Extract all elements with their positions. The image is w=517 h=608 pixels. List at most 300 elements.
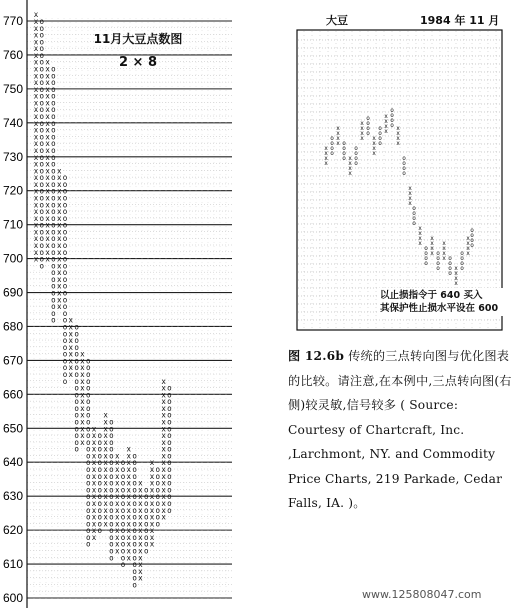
x-mark: x — [114, 458, 120, 468]
x-mark: x — [91, 492, 97, 502]
x-mark: x — [149, 458, 155, 468]
o-mark: o — [85, 485, 91, 495]
x-mark: x — [138, 539, 143, 549]
y-tick-label: 680 — [3, 319, 24, 334]
o-mark: o — [132, 505, 137, 515]
x-mark: x — [56, 193, 62, 203]
right-chart-annotation — [378, 288, 508, 316]
o-mark: o — [51, 288, 56, 298]
right-x-mark: x — [418, 225, 422, 232]
right-o-mark: o — [448, 265, 452, 272]
o-mark: o — [51, 302, 56, 312]
o-mark: o — [167, 505, 172, 515]
x-mark: x — [149, 519, 155, 529]
o-mark: o — [167, 451, 172, 461]
right-o-mark: o — [342, 145, 346, 152]
x-mark: x — [33, 10, 39, 20]
x-mark: x — [33, 118, 39, 128]
o-mark: o — [74, 376, 79, 386]
x-mark: x — [45, 241, 50, 251]
o-mark: o — [62, 213, 68, 223]
x-mark: x — [56, 268, 62, 278]
o-mark: o — [39, 57, 45, 67]
right-o-mark: o — [378, 140, 382, 147]
o-mark: o — [39, 17, 45, 26]
x-mark: x — [80, 403, 85, 413]
x-mark: x — [126, 451, 132, 461]
o-mark: o — [74, 336, 79, 346]
o-mark: o — [120, 465, 126, 475]
o-mark: o — [51, 78, 56, 88]
x-mark: x — [91, 458, 97, 468]
right-x-mark: x — [372, 135, 376, 142]
o-mark: o — [74, 322, 79, 332]
x-mark: x — [91, 478, 97, 488]
right-o-mark: o — [390, 112, 394, 119]
o-mark: o — [39, 84, 45, 94]
x-mark: x — [33, 173, 39, 183]
right-o-mark: o — [330, 145, 334, 152]
right-chart-frame — [297, 30, 502, 330]
right-o-mark: o — [424, 260, 428, 267]
x-mark: x — [114, 478, 120, 488]
x-mark: x — [91, 505, 97, 515]
o-mark: o — [120, 485, 126, 495]
x-mark: x — [80, 397, 85, 407]
o-mark: o — [155, 471, 161, 481]
x-mark: x — [33, 98, 39, 108]
o-mark: o — [51, 274, 56, 284]
o-mark: o — [155, 519, 161, 529]
x-mark: x — [33, 159, 39, 169]
x-mark: x — [91, 451, 97, 461]
y-tick-label: 690 — [3, 285, 24, 300]
o-mark: o — [85, 539, 91, 549]
x-mark: x — [56, 200, 62, 210]
o-mark: o — [51, 64, 56, 74]
left-chart-subtitle: 2 × 8 — [118, 55, 158, 70]
o-mark: o — [39, 207, 45, 217]
x-mark: x — [33, 78, 39, 88]
right-chart-title: 大豆 — [326, 14, 348, 27]
o-mark: o — [51, 268, 56, 278]
x-mark: x — [126, 492, 132, 502]
o-mark: o — [120, 471, 126, 481]
x-mark: x — [126, 505, 132, 515]
o-mark: o — [39, 159, 45, 169]
x-mark: x — [45, 118, 50, 128]
o-mark: o — [85, 437, 91, 447]
x-mark: x — [138, 485, 143, 495]
o-mark: o — [62, 254, 68, 264]
x-mark: x — [91, 437, 97, 447]
left-chart-marks — [34, 10, 172, 589]
x-mark: x — [80, 424, 85, 434]
right-x-mark: x — [408, 190, 412, 197]
o-mark: o — [143, 546, 149, 556]
y-tick-label: 760 — [3, 47, 24, 62]
x-mark: x — [33, 57, 39, 67]
x-mark: x — [68, 342, 74, 352]
x-mark: x — [56, 213, 62, 223]
y-tick-label: 670 — [3, 353, 24, 368]
right-o-mark: o — [470, 237, 474, 244]
right-o-mark: o — [354, 145, 358, 152]
x-mark: x — [138, 512, 143, 522]
o-mark: o — [167, 424, 172, 434]
o-mark: o — [62, 369, 68, 379]
right-x-mark: x — [442, 250, 446, 257]
o-mark: o — [109, 417, 114, 427]
right-x-mark: x — [384, 128, 388, 135]
o-mark: o — [132, 580, 137, 590]
x-mark: x — [33, 220, 39, 230]
x-mark: x — [45, 254, 50, 264]
x-mark: x — [80, 376, 85, 386]
x-mark: x — [103, 465, 108, 475]
x-mark: x — [103, 471, 108, 481]
x-mark: x — [80, 383, 85, 393]
o-mark: o — [97, 498, 103, 508]
x-mark: x — [161, 410, 166, 420]
x-mark: x — [149, 539, 155, 549]
o-mark: o — [39, 23, 45, 33]
x-mark: x — [68, 369, 74, 379]
o-mark: o — [85, 526, 91, 536]
y-tick-label: 700 — [3, 251, 24, 266]
x-mark: x — [33, 71, 39, 81]
x-mark: x — [33, 234, 39, 244]
o-mark: o — [51, 315, 56, 325]
x-mark: x — [56, 241, 62, 251]
o-mark: o — [167, 437, 172, 447]
x-mark: x — [33, 91, 39, 101]
x-mark: x — [149, 478, 155, 488]
o-mark: o — [51, 166, 56, 176]
o-mark: o — [132, 546, 137, 556]
o-mark: o — [97, 458, 103, 468]
x-mark: x — [33, 23, 39, 33]
x-mark: x — [45, 78, 50, 88]
o-mark: o — [109, 492, 114, 502]
x-mark: x — [45, 84, 50, 94]
right-x-mark: x — [348, 155, 352, 162]
o-mark: o — [62, 186, 68, 196]
x-mark: x — [114, 526, 120, 536]
right-x-mark: x — [384, 113, 388, 120]
x-mark: x — [56, 302, 62, 312]
x-mark: x — [161, 383, 166, 393]
x-mark: x — [103, 424, 108, 434]
o-mark: o — [85, 369, 91, 379]
o-mark: o — [51, 213, 56, 223]
o-mark: o — [85, 512, 91, 522]
x-mark: x — [45, 139, 50, 149]
o-mark: o — [51, 234, 56, 244]
o-mark: o — [62, 349, 68, 359]
o-mark: o — [74, 383, 79, 393]
o-mark: o — [74, 437, 79, 447]
x-mark: x — [103, 444, 108, 454]
x-mark: x — [45, 179, 50, 189]
right-o-mark: o — [354, 155, 358, 162]
o-mark: o — [85, 451, 91, 461]
o-mark: o — [132, 573, 137, 583]
right-x-mark: x — [324, 155, 328, 162]
o-mark: o — [39, 98, 45, 108]
o-mark: o — [120, 526, 126, 536]
right-x-mark: x — [466, 250, 470, 257]
right-x-mark: x — [442, 245, 446, 252]
x-mark: x — [33, 17, 39, 26]
x-mark: x — [103, 478, 108, 488]
o-mark: o — [51, 247, 56, 257]
o-mark: o — [51, 295, 56, 305]
right-x-mark: x — [442, 240, 446, 247]
right-x-mark: x — [396, 130, 400, 137]
x-mark: x — [68, 349, 74, 359]
right-x-mark: x — [454, 275, 458, 282]
x-mark: x — [45, 193, 50, 203]
x-mark: x — [114, 546, 120, 556]
o-mark: o — [155, 492, 161, 502]
right-x-mark: x — [384, 118, 388, 125]
right-o-mark: o — [366, 125, 370, 132]
o-mark: o — [97, 492, 103, 502]
right-x-mark: x — [408, 185, 412, 192]
right-x-mark: x — [430, 245, 434, 252]
o-mark: o — [74, 417, 79, 427]
right-o-mark: o — [366, 115, 370, 122]
o-mark: o — [62, 179, 68, 189]
right-chart-subtitle: 1984 年 11 月 — [420, 14, 500, 27]
x-mark: x — [138, 478, 143, 488]
o-mark: o — [109, 519, 114, 529]
right-o-mark: o — [436, 260, 440, 267]
x-mark: x — [149, 532, 155, 542]
right-o-mark: o — [342, 155, 346, 162]
o-mark: o — [39, 254, 45, 264]
o-mark: o — [62, 268, 68, 278]
o-mark: o — [74, 403, 79, 413]
o-mark: o — [39, 105, 45, 115]
o-mark: o — [120, 458, 126, 468]
x-mark: x — [161, 397, 166, 407]
right-o-mark: o — [460, 265, 464, 272]
x-mark: x — [45, 64, 50, 74]
right-o-mark: o — [378, 130, 382, 137]
o-mark: o — [85, 410, 91, 420]
o-mark: o — [62, 363, 68, 373]
o-mark: o — [51, 98, 56, 108]
o-mark: o — [85, 403, 91, 413]
x-mark: x — [33, 186, 39, 196]
x-mark: x — [80, 363, 85, 373]
o-mark: o — [74, 410, 79, 420]
o-mark: o — [62, 342, 68, 352]
o-mark: o — [39, 30, 45, 40]
right-x-mark: x — [372, 145, 376, 152]
o-mark: o — [109, 505, 114, 515]
o-mark: o — [120, 492, 126, 502]
x-mark: x — [33, 105, 39, 115]
right-o-mark: o — [330, 140, 334, 147]
o-mark: o — [39, 186, 45, 196]
y-tick-label: 750 — [3, 81, 24, 96]
o-mark: o — [62, 274, 68, 284]
o-mark: o — [85, 424, 91, 434]
right-o-mark: o — [330, 135, 334, 142]
o-mark: o — [62, 281, 68, 291]
o-mark: o — [62, 336, 68, 346]
o-mark: o — [167, 444, 172, 454]
o-mark: o — [85, 444, 91, 454]
right-o-mark: o — [448, 270, 452, 277]
x-mark: x — [161, 512, 166, 522]
right-chart-annotation-line-1: 以止损指令于 640 买入 — [380, 290, 483, 301]
o-mark: o — [51, 84, 56, 94]
o-mark: o — [109, 485, 114, 495]
x-mark: x — [91, 431, 97, 441]
x-mark: x — [138, 526, 143, 536]
o-mark: o — [132, 532, 137, 542]
right-o-mark: o — [436, 265, 440, 272]
x-mark: x — [45, 145, 50, 155]
x-mark: x — [161, 451, 166, 461]
o-mark: o — [39, 132, 45, 142]
o-mark: o — [97, 465, 103, 475]
x-mark: x — [161, 478, 166, 488]
o-mark: o — [39, 247, 45, 257]
right-o-mark: o — [342, 140, 346, 147]
x-mark: x — [126, 546, 132, 556]
o-mark: o — [120, 553, 126, 563]
x-mark: x — [126, 458, 132, 468]
x-mark: x — [149, 471, 155, 481]
right-o-mark: o — [402, 165, 406, 172]
o-mark: o — [85, 505, 91, 515]
x-mark: x — [149, 465, 155, 475]
o-mark: o — [39, 112, 45, 122]
x-mark: x — [161, 492, 166, 502]
x-mark: x — [80, 417, 85, 427]
y-tick-label: 600 — [3, 591, 24, 605]
y-tick-label: 740 — [3, 115, 24, 130]
o-mark: o — [51, 145, 56, 155]
x-mark: x — [33, 64, 39, 74]
o-mark: o — [62, 376, 68, 386]
o-mark: o — [39, 173, 45, 183]
x-mark: x — [138, 553, 143, 563]
o-mark: o — [85, 363, 91, 373]
x-mark: x — [56, 173, 62, 183]
o-mark: o — [132, 451, 137, 461]
x-mark: x — [161, 431, 166, 441]
o-mark: o — [167, 485, 172, 495]
o-mark: o — [155, 512, 161, 522]
o-mark: o — [85, 390, 91, 400]
o-mark: o — [74, 444, 79, 454]
right-o-mark: o — [354, 160, 358, 167]
o-mark: o — [143, 505, 149, 515]
o-mark: o — [109, 431, 114, 441]
right-x-mark: x — [324, 160, 328, 167]
x-mark: x — [161, 471, 166, 481]
o-mark: o — [167, 471, 172, 481]
right-o-mark: o — [390, 122, 394, 129]
o-mark: o — [62, 315, 68, 325]
x-mark: x — [114, 512, 120, 522]
x-mark: x — [45, 132, 50, 142]
x-mark: x — [138, 566, 143, 576]
x-mark: x — [126, 539, 132, 549]
o-mark: o — [51, 152, 56, 162]
o-mark: o — [167, 397, 172, 407]
x-mark: x — [103, 519, 108, 529]
x-mark: x — [45, 71, 50, 81]
x-mark: x — [126, 553, 132, 563]
x-mark: x — [56, 281, 62, 291]
o-mark: o — [85, 471, 91, 481]
x-mark: x — [103, 485, 108, 495]
right-x-mark: x — [418, 240, 422, 247]
x-mark: x — [45, 247, 50, 257]
right-o-mark: o — [470, 242, 474, 249]
o-mark: o — [109, 532, 114, 542]
x-mark: x — [126, 526, 132, 536]
x-mark: x — [56, 234, 62, 244]
o-mark: o — [132, 458, 137, 468]
x-mark: x — [149, 526, 155, 536]
x-mark: x — [45, 234, 50, 244]
o-mark: o — [39, 118, 45, 128]
x-mark: x — [68, 336, 74, 346]
o-mark: o — [85, 458, 91, 468]
x-mark: x — [45, 112, 50, 122]
x-mark: x — [33, 200, 39, 210]
o-mark: o — [39, 261, 45, 271]
x-mark: x — [103, 458, 108, 468]
x-mark: x — [56, 207, 62, 217]
right-o-mark: o — [342, 150, 346, 157]
y-tick-label: 610 — [3, 557, 24, 572]
x-mark: x — [33, 152, 39, 162]
x-mark: x — [161, 465, 166, 475]
o-mark: o — [97, 512, 103, 522]
right-x-mark: x — [384, 123, 388, 130]
o-mark: o — [85, 376, 91, 386]
x-mark: x — [56, 254, 62, 264]
x-mark: x — [161, 458, 166, 468]
x-mark: x — [56, 288, 62, 298]
x-mark: x — [56, 220, 62, 230]
o-mark: o — [109, 458, 114, 468]
o-mark: o — [62, 288, 68, 298]
o-mark: o — [85, 532, 91, 542]
o-mark: o — [85, 492, 91, 502]
o-mark: o — [39, 139, 45, 149]
x-mark: x — [91, 471, 97, 481]
right-x-mark: x — [324, 150, 328, 157]
right-o-mark: o — [390, 107, 394, 114]
x-mark: x — [103, 498, 108, 508]
x-mark: x — [33, 112, 39, 122]
x-mark: x — [103, 431, 108, 441]
x-mark: x — [80, 410, 85, 420]
x-mark: x — [138, 560, 143, 570]
right-o-mark: o — [412, 215, 416, 222]
o-mark: o — [132, 465, 137, 475]
